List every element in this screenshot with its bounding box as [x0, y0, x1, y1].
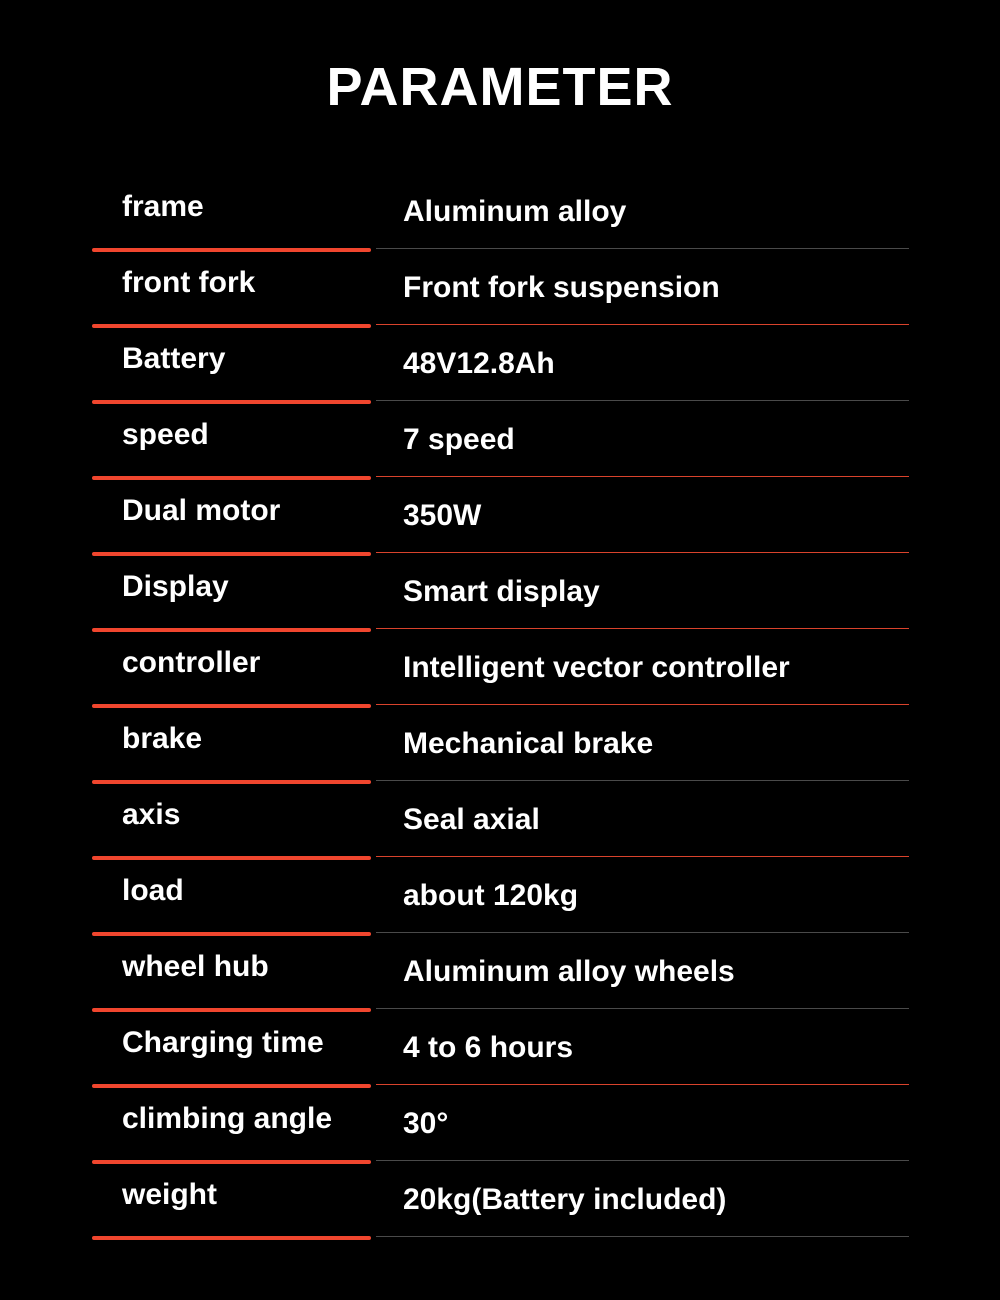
parameter-label: frame [122, 190, 204, 223]
parameter-value: Smart display [403, 575, 600, 608]
parameter-label: controller [122, 646, 261, 679]
parameter-row [92, 628, 909, 704]
parameter-row [92, 324, 909, 400]
parameter-label: Dual motor [122, 494, 281, 527]
parameter-label: weight [122, 1178, 217, 1211]
parameter-row [92, 1008, 909, 1084]
parameter-value: Seal axial [403, 803, 540, 836]
page-title: PARAMETER [326, 57, 674, 117]
parameter-value: Mechanical brake [403, 727, 654, 760]
parameter-label: Display [122, 570, 229, 603]
parameter-row [92, 248, 909, 324]
parameter-row [92, 476, 909, 552]
parameter-row [92, 400, 909, 476]
parameter-row [92, 704, 909, 780]
parameter-value: Aluminum alloy [403, 195, 627, 228]
parameter-label: climbing angle [122, 1102, 333, 1135]
parameter-value: 7 speed [403, 423, 515, 456]
parameter-value: Intelligent vector controller [403, 651, 790, 684]
parameter-label: axis [122, 798, 181, 831]
parameter-value: Front fork suspension [403, 271, 720, 304]
label-underline [92, 1236, 371, 1240]
parameter-row [92, 932, 909, 1008]
parameter-value: about 120kg [403, 879, 579, 912]
parameter-row [92, 856, 909, 932]
parameter-label: Battery [122, 342, 226, 375]
parameter-row [92, 552, 909, 628]
parameter-value: 350W [403, 499, 482, 532]
parameter-row [92, 780, 909, 856]
parameter-table [92, 172, 909, 1236]
parameter-label: speed [122, 418, 209, 451]
parameter-value: Aluminum alloy wheels [403, 955, 735, 988]
row-divider [376, 1236, 909, 1237]
parameter-label: Charging time [122, 1026, 324, 1059]
parameter-label: wheel hub [122, 950, 269, 983]
parameter-row [92, 172, 909, 248]
parameter-label: load [122, 874, 184, 907]
parameter-row [92, 1160, 909, 1236]
parameter-row [92, 1084, 909, 1160]
parameter-value: 20kg(Battery included) [403, 1183, 727, 1216]
parameter-value: 4 to 6 hours [403, 1031, 574, 1064]
parameter-value: 30° [403, 1107, 449, 1140]
parameter-label: front fork [122, 266, 256, 299]
parameter-value: 48V12.8Ah [403, 347, 555, 380]
parameter-label: brake [122, 722, 203, 755]
